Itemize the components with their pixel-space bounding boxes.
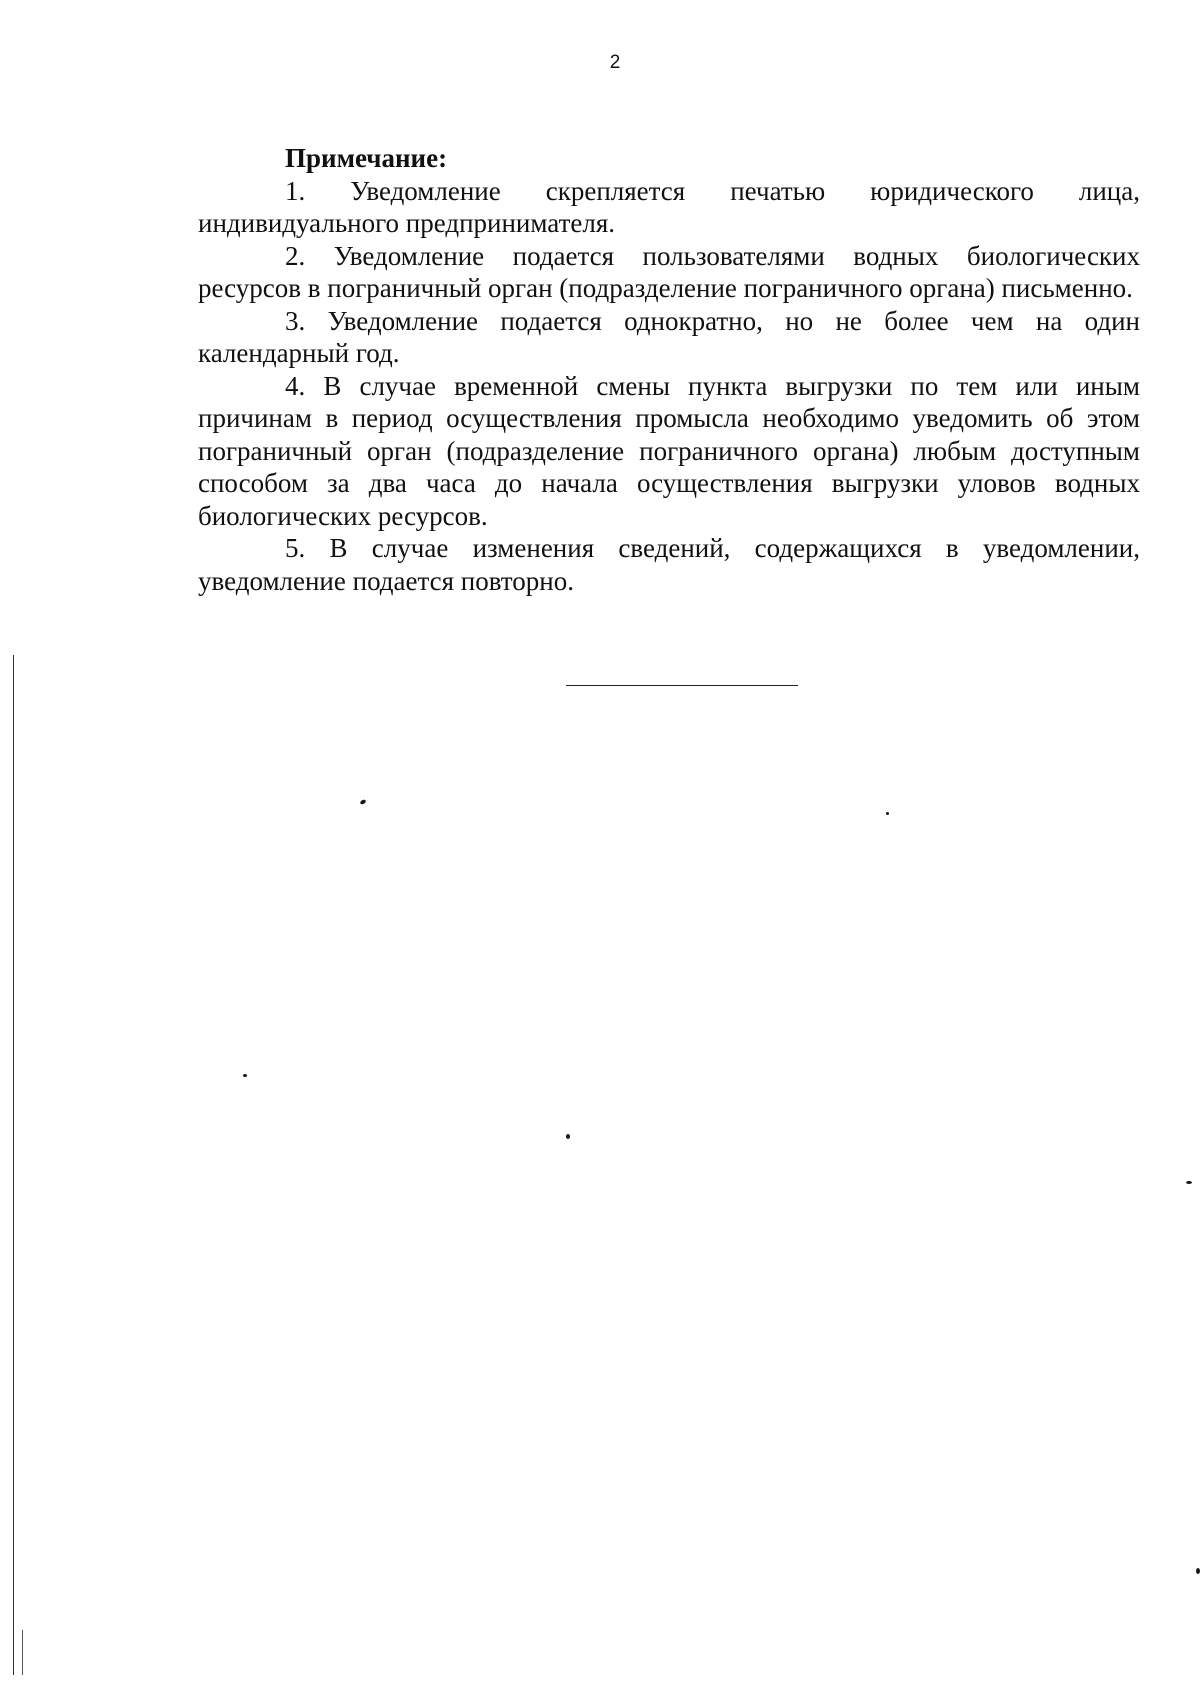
note-item-1: 1. Уведомление скрепляется печатью юридического лица, индивидуального предпринимателя.	[198, 175, 1140, 238]
scan-speck	[1196, 1568, 1200, 1574]
note-item-2: 2. Уведомление подается пользователями водных биологических ресурсов в пограничный орган (подразделение пограничного органа) письменно.	[198, 240, 1140, 303]
scan-speck	[1186, 1181, 1192, 1184]
notes-section	[198, 142, 1140, 597]
scan-speck	[359, 799, 366, 805]
scan-speck	[566, 1134, 570, 1139]
scan-margin-line-lower	[22, 1630, 23, 1675]
note-item-5: 5. В случае изменения сведений, содержащихся в уведомлении, уведомление подается повторно.	[198, 533, 1140, 596]
page-number: 2	[609, 52, 621, 73]
scan-margin-line	[13, 655, 14, 1675]
scan-speck	[886, 812, 889, 815]
notes-title: Примечание:	[285, 143, 448, 173]
note-item-3: 3. Уведомление подается однократно, но не более чем на один календарный год.	[198, 305, 1140, 368]
end-separator-line	[566, 685, 798, 686]
note-item-4: 4. В случае временной смены пункта выгрузки по тем или иным причинам в период осуществления промысла необходимо уведомить об этом пограничный орган (подразделение пограничного органа) любым доступным способом за два часа до начала осуществления выгрузки уловов водных биологических ресурсов.	[198, 370, 1140, 531]
scan-speck	[243, 1074, 247, 1077]
